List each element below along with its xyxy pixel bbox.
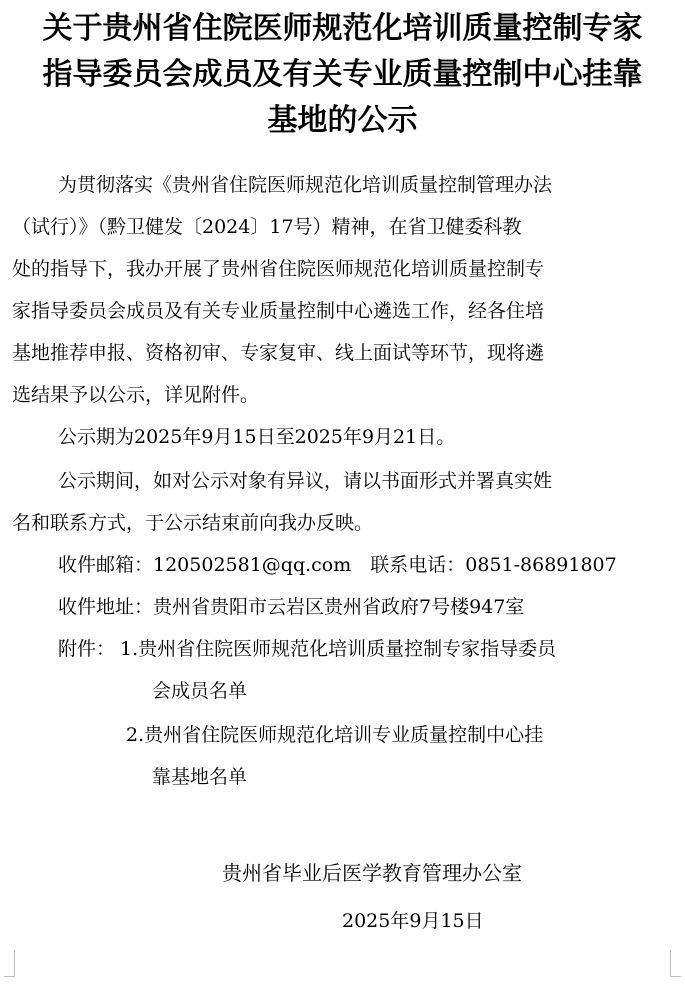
document-title [0, 6, 685, 144]
contact-address [12, 586, 676, 628]
intro-line-6: 选结果予以公示，详见附件。 [12, 384, 260, 406]
objection-line-2: 名和联系方式，于公示结束前向我办反映。 [12, 512, 374, 534]
attachment-2-line-1: 2.贵州省住院医师规范化培训专业质量控制中心挂 [126, 724, 544, 746]
contact-email-phone [12, 544, 676, 586]
contact-address-line: 收件地址：贵州省贵阳市云岩区贵州省政府7号楼947室 [58, 596, 525, 618]
attachment-2-line-2: 靠基地名单 [152, 766, 248, 788]
attachment-1-line-1: 1.贵州省住院医师规范化培训质量控制专家指导委员 [120, 638, 557, 660]
intro-line-5: 基地推荐申报、资格初审、专家复审、线上面试等环节，现将遴 [12, 342, 545, 364]
intro-line-1: 为贯彻落实《贵州省住院医师规范化培训质量控制管理办法 [58, 174, 553, 196]
signature-organization: 贵州省毕业后医学教育管理办公室 [222, 861, 522, 885]
title-line-3: 基地的公示 [267, 103, 418, 138]
attachments-label: 附件： [58, 638, 116, 660]
intro-line-2: （试行）》（黔卫健发〔2024〕17号）精神，在省卫健委科教 [12, 216, 522, 238]
title-line-2: 指导委员会成员及有关专业质量控制中心挂靠 [42, 57, 643, 92]
objection-line-1: 公示期间，如对公示对象有异议，请以书面形式并署真实姓 [58, 470, 553, 492]
page-corner-mark-right [670, 950, 681, 977]
intro-paragraph [12, 164, 676, 416]
attachment-1-line-2: 会成员名单 [152, 680, 248, 702]
title-line-1: 关于贵州省住院医师规范化培训质量控制专家 [42, 11, 643, 46]
objection-paragraph [12, 460, 676, 544]
page-corner-mark-left [4, 950, 15, 977]
signature-date: 2025年9月15日 [342, 910, 484, 932]
contact-email-line: 收件邮箱：120502581@qq.com 联系电话：0851-86891807 [58, 554, 617, 576]
publicity-period-paragraph [12, 416, 676, 458]
publicity-period-text: 公示期为2025年9月15日至2025年9月21日。 [58, 426, 456, 448]
intro-line-4: 家指导委员会成员及有关专业质量控制中心遴选工作，经各住培 [12, 300, 545, 322]
intro-line-3: 处的指导下，我办开展了贵州省住院医师规范化培训质量控制专 [12, 258, 545, 280]
